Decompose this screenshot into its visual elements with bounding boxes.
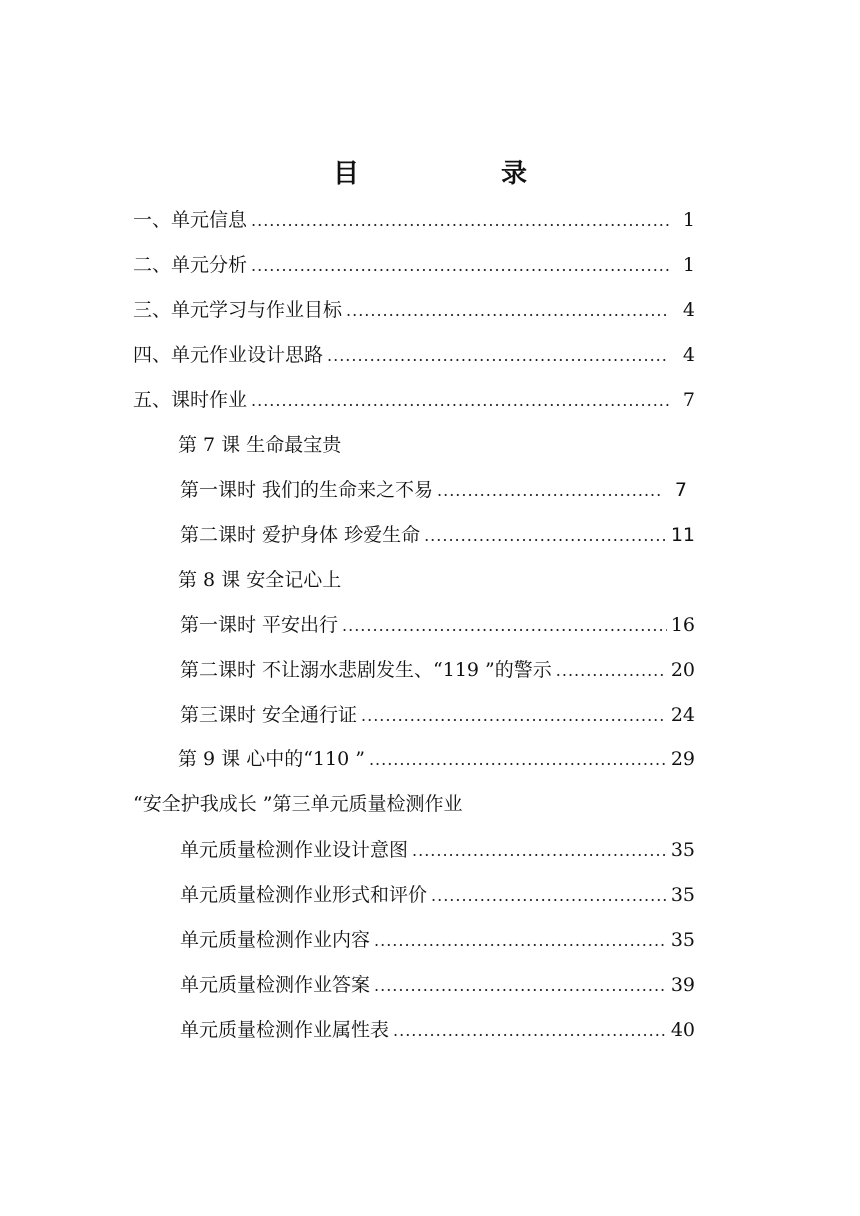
toc-entry-label: 第 8 课 安全记心上 [178, 569, 342, 591]
toc-entry-15[interactable] [180, 835, 695, 865]
toc-entry-16[interactable] [180, 880, 695, 910]
toc-entry-page: 24 [670, 704, 695, 726]
toc-entry-page: 39 [670, 974, 695, 996]
toc-entry-label: “安全护我成长 ”第三单元质量检测作业 [133, 793, 463, 815]
toc-entry-label: 四、单元作业设计思路 [133, 344, 324, 366]
toc-entry-page: 1 [682, 254, 695, 276]
toc-entry-label: 五、课时作业 [133, 389, 248, 411]
toc-entry-19[interactable] [180, 1015, 695, 1045]
toc-entry-2[interactable] [133, 250, 695, 280]
toc-entry-3[interactable] [133, 295, 695, 325]
toc-entry-page: 29 [670, 748, 695, 770]
leader-dots [431, 886, 667, 905]
toc-entry-label: 第三课时 安全通行证 [180, 704, 358, 726]
leader-dots [369, 750, 667, 769]
leader-dots [361, 706, 667, 725]
toc-lesson-heading-8 [178, 565, 695, 595]
toc-lesson-heading-7 [178, 430, 695, 460]
toc-entry-4[interactable] [133, 340, 695, 370]
leader-dots [374, 931, 667, 950]
toc-entry-label: 第二课时 爱护身体 珍爱生命 [180, 524, 421, 546]
toc-entry-page: 4 [682, 344, 695, 366]
leader-dots [412, 841, 667, 860]
toc-entry-page: 35 [670, 839, 695, 861]
toc-entry-label: 三、单元学习与作业目标 [133, 299, 343, 321]
toc-entry-label: 第 9 课 心中的“110 ” [178, 748, 365, 770]
toc-entry-label: 一、单元信息 [133, 209, 248, 231]
toc-entry-label: 二、单元分析 [133, 254, 248, 276]
leader-dots [342, 616, 667, 635]
toc-entry-label: 第一课时 我们的生命来之不易 [180, 479, 434, 501]
toc-entry-18[interactable] [180, 970, 695, 1000]
leader-dots [346, 301, 669, 320]
leader-dots [374, 976, 667, 995]
toc-entry-label: 单元质量检测作业属性表 [180, 1019, 390, 1041]
toc-entry-page: 7 [682, 389, 695, 411]
page-title: 目 录 [332, 159, 585, 189]
toc-entry-1[interactable] [133, 205, 695, 235]
leader-dots [424, 526, 667, 545]
toc-entry-11[interactable] [180, 655, 695, 685]
toc-entry-page: 35 [670, 884, 695, 906]
toc-entry-page: 4 [682, 299, 695, 321]
toc-section-heading-quality-test [133, 789, 695, 819]
leader-dots [251, 211, 669, 230]
toc-entry-17[interactable] [180, 925, 695, 955]
toc-entry-label: 单元质量检测作业答案 [180, 974, 371, 996]
leader-dots [251, 391, 669, 410]
toc-entry-7[interactable] [180, 475, 687, 505]
toc-entry-5[interactable] [133, 385, 695, 415]
toc-entry-label: 第二课时 不让溺水悲剧发生、“119 ”的警示 [180, 659, 552, 681]
toc-entry-12[interactable] [180, 700, 695, 730]
toc-entry-page: 7 [674, 479, 687, 501]
toc-entry-page: 20 [670, 659, 695, 681]
toc-entry-label: 单元质量检测作业设计意图 [180, 839, 409, 861]
toc-entry-page: 16 [670, 614, 695, 636]
leader-dots [556, 661, 667, 680]
toc-entry-page: 11 [670, 524, 695, 546]
leader-dots [437, 481, 661, 500]
toc-entry-label: 单元质量检测作业形式和评价 [180, 884, 428, 906]
toc-entry-13[interactable] [178, 744, 695, 774]
toc-entry-label: 第 7 课 生命最宝贵 [178, 434, 342, 456]
toc-entry-10[interactable] [180, 610, 695, 640]
toc-entry-label: 第一课时 平安出行 [180, 614, 339, 636]
toc-entry-label: 单元质量检测作业内容 [180, 929, 371, 951]
toc-entry-page: 40 [670, 1019, 695, 1041]
leader-dots [251, 256, 669, 275]
toc-entry-page: 1 [682, 209, 695, 231]
leader-dots [393, 1021, 667, 1040]
toc-entry-8[interactable] [180, 520, 695, 550]
leader-dots [327, 346, 669, 365]
toc-entry-page: 35 [670, 929, 695, 951]
